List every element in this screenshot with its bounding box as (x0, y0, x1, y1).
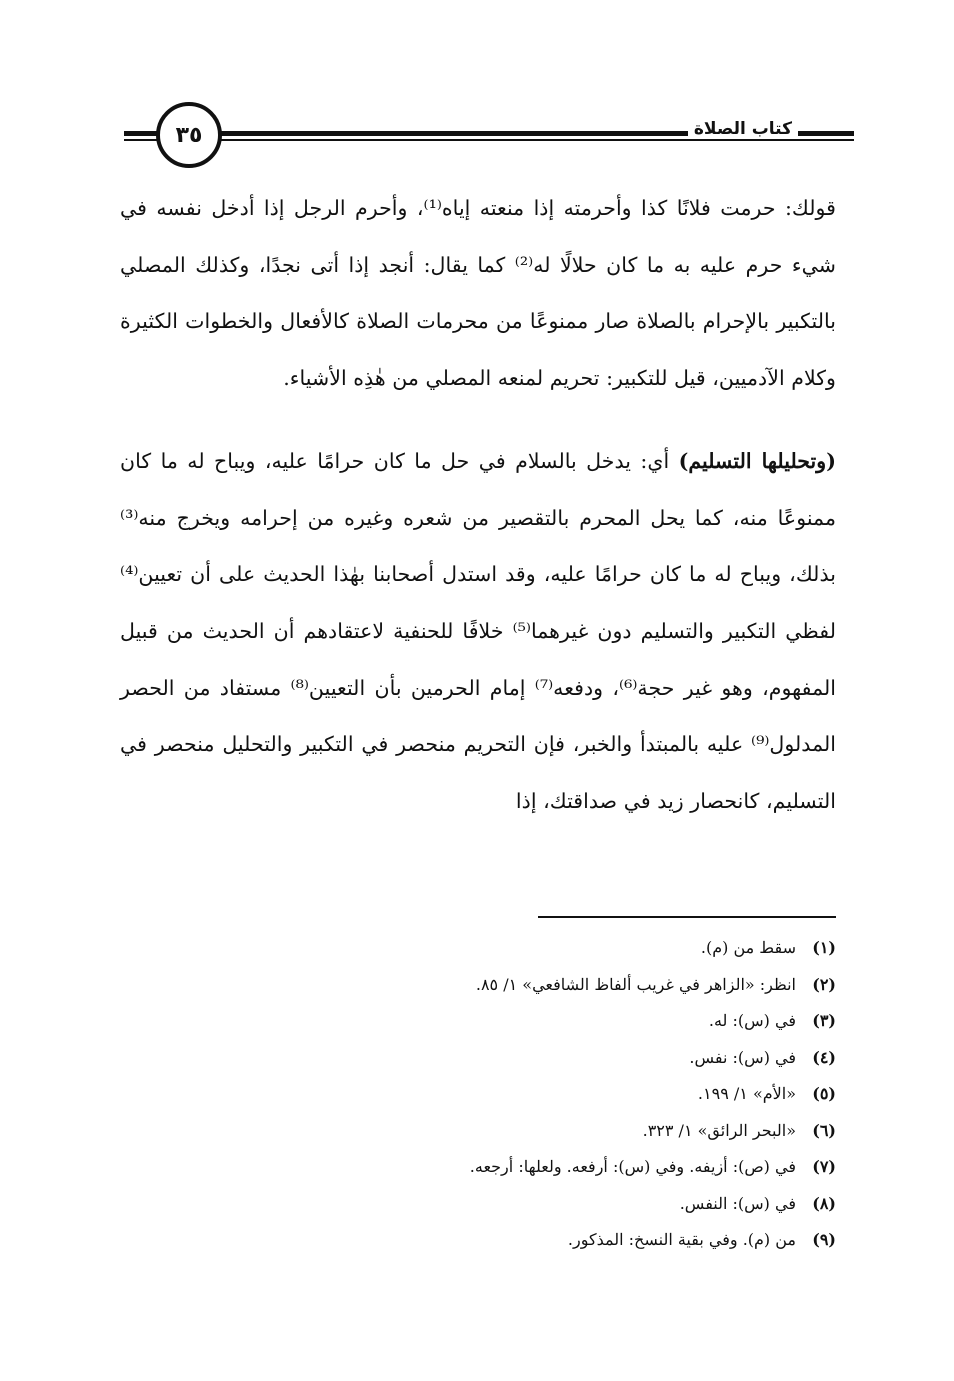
footnote (120, 1186, 836, 1223)
footnote-text: في (س): له. (708, 1011, 796, 1030)
footnote-text: في (س): النفس. (679, 1193, 796, 1213)
footnote (120, 967, 836, 1004)
footnote-number: (٩) (812, 1230, 836, 1249)
paragraph-text: قولك: حرمت فلانًا كذا وأحرمته إذا منعته إياه⁽¹⁾، وأحرم الرجل إذا أدخل نفسه في شيء حرم عليه به ما كان حلالًا له⁽²⁾ كما يقال: أنجد إذا أتى نجدًا، وكذلك المصلي بالتكبير بالإحرام بالصلاة صار ممنوعًا من محرمات الصلاة كالأفعال والخطوات الكثيرة وكلام الآدميين، قيل للتكبير: تحريم لمنعه المصلي من هٰذِه الأشياء. (120, 196, 836, 391)
footnote (120, 1040, 836, 1077)
footnote-text: في (ص): أزيفه. وفي (س): أرفعه. ولعلها: أرجعه. (469, 1157, 796, 1176)
footnote-number: (٧) (812, 1157, 836, 1176)
paragraph-text: أي: يدخل بالسلام في حل ما كان حرامًا عليه، ويباح له ما كان ممنوعًا منه، كما يحل المحرم بالتقصير من شعره وغيره من إحرامه ويخرج منه⁽³⁾ بذلك، ويباح له ما كان حرامًا عليه، وقد استدل أصحابنا بهٰذا الحديث على أن تعيين⁽⁴⁾ لفظي التكبير والتسليم دون غيرهما⁽⁵⁾ خلافًا للحنفية لاعتقادهم أن الحديث من قبيل المفهوم، وهو غير حجة⁽⁶⁾، ودفعه⁽⁷⁾ إمام الحرمين بأن التعيين⁽⁸⁾ مستفاد من الحصر المدلول⁽⁹⁾ عليه بالمبتدأ والخبر، فإن التحريم منحصر في التكبير والتحليل منحصر في التسليم، كانحصار زيد في صداقتك، إذا (120, 448, 836, 814)
footnote-separator (538, 916, 836, 918)
paragraph-2 (120, 433, 836, 830)
footnote (120, 1113, 836, 1150)
footnote-number: (٢) (812, 974, 836, 994)
footnote (120, 1149, 836, 1186)
footnote-number: (٥) (812, 1084, 836, 1103)
header-rule-thin (124, 139, 854, 141)
footnotes (120, 930, 836, 1259)
footnote (120, 1076, 836, 1113)
footnote-text: في (س): نفس. (689, 1047, 796, 1067)
footnote-text: انظر: «الزاهر في غريب ألفاظ الشافعي» ١/ ٨٥. (475, 974, 796, 994)
footnote (120, 930, 836, 967)
footnote-number: (٦) (812, 1120, 836, 1140)
footnote-text: من (م). وفي بقية النسخ: المذكور. (567, 1230, 796, 1249)
page-number: ٣٥ (156, 102, 222, 168)
footnote-number: (٣) (812, 1011, 836, 1030)
page-header (0, 96, 954, 168)
footnote-number: (٨) (812, 1193, 836, 1213)
footnote-text: «الأم» ١/ ١٩٩. (697, 1084, 796, 1103)
footnote-text: «البحر الرائق» ١/ ٣٢٣. (642, 1120, 796, 1140)
footnote-text: سقط من (م). (700, 938, 796, 957)
footnote (120, 1222, 836, 1259)
footnote-number: (٤) (812, 1047, 836, 1067)
running-title: كتاب الصلاة (688, 119, 798, 139)
paragraph-1 (120, 180, 836, 407)
main-text (120, 180, 836, 830)
paragraph-lead: (وتحليلها التسليم) (678, 448, 836, 473)
footnote-number: (١) (812, 938, 836, 957)
footnote (120, 1003, 836, 1040)
